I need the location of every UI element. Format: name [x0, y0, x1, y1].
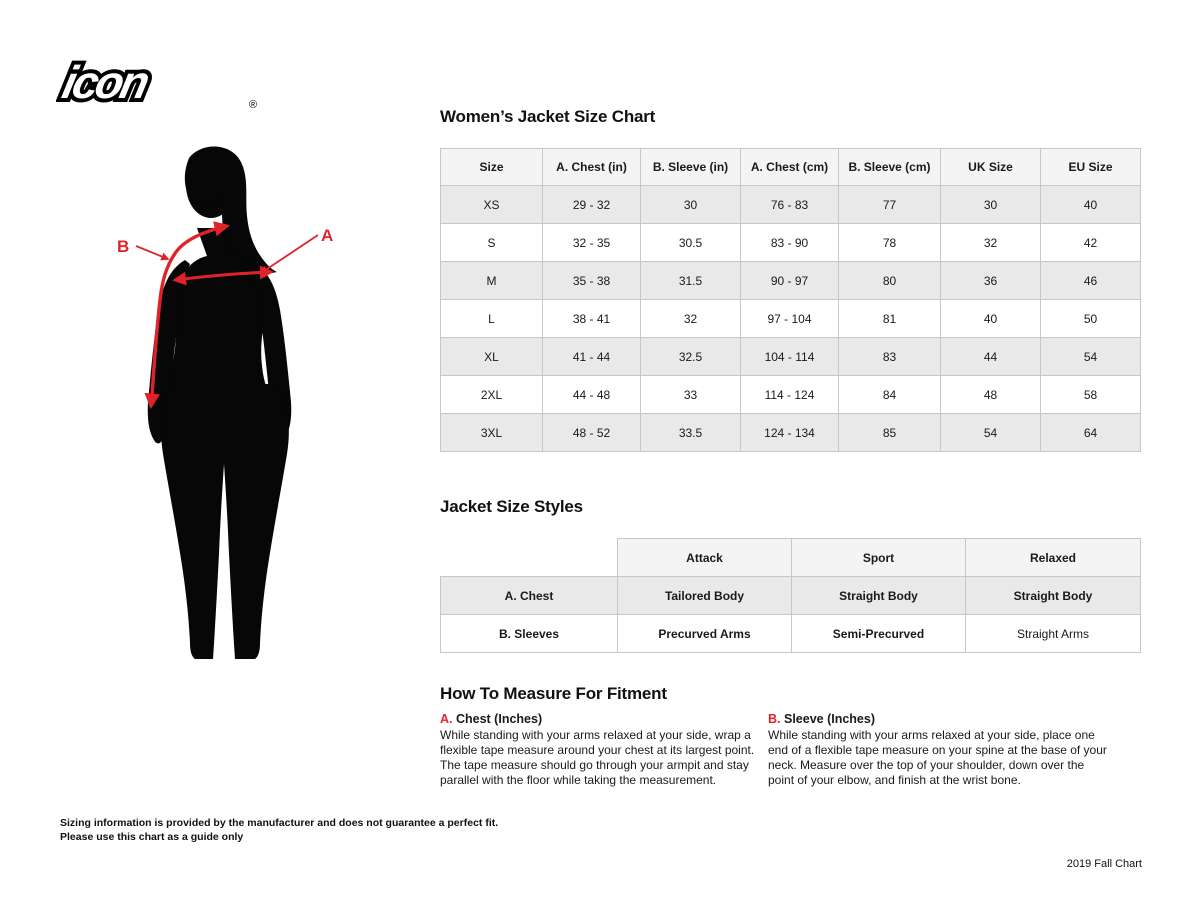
size-table [440, 148, 1141, 452]
column-header: EU Size [1041, 149, 1141, 186]
table-cell: 33 [641, 376, 741, 414]
table-cell: 31.5 [641, 262, 741, 300]
measure-chest-heading-text: Chest (Inches) [455, 712, 543, 726]
styles-header-row [441, 539, 1141, 577]
table-cell: 97 - 104 [741, 300, 839, 338]
table-cell: Tailored Body [618, 577, 792, 615]
table-cell: Semi-Precurved [792, 615, 966, 653]
column-header: A. Chest (in) [543, 149, 641, 186]
table-cell: L [441, 300, 543, 338]
table-row [441, 577, 1141, 615]
table-cell: Straight Body [792, 577, 966, 615]
table-cell: 58 [1041, 376, 1141, 414]
measure-sleeve-heading [768, 712, 1112, 727]
table-cell: 50 [1041, 300, 1141, 338]
column-header: B. Sleeve (cm) [839, 149, 941, 186]
measure-sleeve-heading-text: Sleeve (Inches) [783, 712, 875, 726]
table-cell: 77 [839, 186, 941, 224]
measure-title: How To Measure For Fitment [440, 684, 667, 703]
registered-mark: ® [249, 99, 258, 111]
table-row [441, 300, 1141, 338]
table-cell: XL [441, 338, 543, 376]
table-cell: 83 - 90 [741, 224, 839, 262]
table-row [441, 338, 1141, 376]
table-cell: 29 - 32 [543, 186, 641, 224]
table-cell: 104 - 114 [741, 338, 839, 376]
icon-brand-logo [56, 52, 266, 119]
table-cell: 90 - 97 [741, 262, 839, 300]
table-cell: XS [441, 186, 543, 224]
disclaimer-line-1: Sizing information is provided by the manufacturer and does not guarantee a perfect fit. [60, 817, 499, 829]
table-cell: 41 - 44 [543, 338, 641, 376]
table-cell: 30 [941, 186, 1041, 224]
table-cell: Straight Arms [966, 615, 1141, 653]
empty-corner-cell [441, 539, 618, 577]
table-cell: 64 [1041, 414, 1141, 452]
table-cell: 30.5 [641, 224, 741, 262]
table-row [441, 615, 1141, 653]
label-a: A [321, 226, 334, 245]
table-cell: 38 - 41 [543, 300, 641, 338]
measure-sleeve-section [768, 712, 1112, 788]
table-cell: 84 [839, 376, 941, 414]
sizing-disclaimer [60, 816, 498, 844]
table-cell: 78 [839, 224, 941, 262]
table-cell: 48 - 52 [543, 414, 641, 452]
a-pointer-line [261, 235, 318, 273]
table-cell: 32 [641, 300, 741, 338]
measure-chest-prefix: A. [440, 712, 453, 726]
table-cell: 44 [941, 338, 1041, 376]
table-row [441, 376, 1141, 414]
table-cell: 76 - 83 [741, 186, 839, 224]
row-label: B. Sleeves [441, 615, 618, 653]
table-cell: S [441, 224, 543, 262]
table-cell: 48 [941, 376, 1041, 414]
measure-chest-section [440, 712, 774, 788]
chart-version-label: 2019 Fall Chart [1066, 858, 1142, 870]
column-header: B. Sleeve (in) [641, 149, 741, 186]
table-cell: 54 [1041, 338, 1141, 376]
column-header: A. Chest (cm) [741, 149, 839, 186]
woman-silhouette [148, 146, 292, 659]
size-chart-title: Women’s Jacket Size Chart [440, 107, 656, 126]
table-cell: 32 - 35 [543, 224, 641, 262]
table-cell: 30 [641, 186, 741, 224]
b-pointer-line [136, 246, 168, 259]
table-cell: 33.5 [641, 414, 741, 452]
table-row [441, 186, 1141, 224]
table-cell: 36 [941, 262, 1041, 300]
styles-table [440, 538, 1141, 653]
measure-sleeve-prefix: B. [768, 712, 781, 726]
icon-logo-svg [56, 52, 266, 114]
table-cell: 3XL [441, 414, 543, 452]
label-b: B [117, 237, 130, 256]
styles-title: Jacket Size Styles [440, 497, 583, 516]
table-cell: 81 [839, 300, 941, 338]
size-table-header-row [441, 149, 1141, 186]
table-cell: 54 [941, 414, 1041, 452]
table-cell: 80 [839, 262, 941, 300]
table-cell: Precurved Arms [618, 615, 792, 653]
table-cell: Straight Body [966, 577, 1141, 615]
table-cell: 46 [1041, 262, 1141, 300]
table-row [441, 262, 1141, 300]
silhouette-svg [105, 140, 370, 675]
column-header: Sport [792, 539, 966, 577]
table-cell: 2XL [441, 376, 543, 414]
table-cell: 35 - 38 [543, 262, 641, 300]
table-row [441, 414, 1141, 452]
disclaimer-line-2: Please use this chart as a guide only [60, 831, 244, 843]
table-cell: 32.5 [641, 338, 741, 376]
row-label: A. Chest [441, 577, 618, 615]
table-cell: 40 [941, 300, 1041, 338]
table-row [441, 224, 1141, 262]
table-cell: 44 - 48 [543, 376, 641, 414]
table-cell: 32 [941, 224, 1041, 262]
table-cell: 85 [839, 414, 941, 452]
table-cell: 42 [1041, 224, 1141, 262]
table-cell: 40 [1041, 186, 1141, 224]
column-header: UK Size [941, 149, 1041, 186]
measure-chest-heading [440, 712, 774, 727]
column-header: Relaxed [966, 539, 1141, 577]
column-header: Attack [618, 539, 792, 577]
measure-sleeve-body: While standing with your arms relaxed at your side, place one end of a flexible tape measure on your spine at the base of your neck. Measure over the top of your shoulder, down over the point of your elbow, and finish at the wrist bone. [768, 728, 1107, 787]
table-cell: 114 - 124 [741, 376, 839, 414]
measure-chest-body: While standing with your arms relaxed at your side, wrap a flexible tape measure around your chest at its largest point. The tape measure should go through your armpit and stay parallel with the floor while taking the measurement. [440, 728, 755, 787]
column-header: Size [441, 149, 543, 186]
table-cell: 83 [839, 338, 941, 376]
table-cell: M [441, 262, 543, 300]
measurement-figure [105, 140, 370, 680]
table-cell: 124 - 134 [741, 414, 839, 452]
logo-wordmark: icon [58, 56, 152, 108]
